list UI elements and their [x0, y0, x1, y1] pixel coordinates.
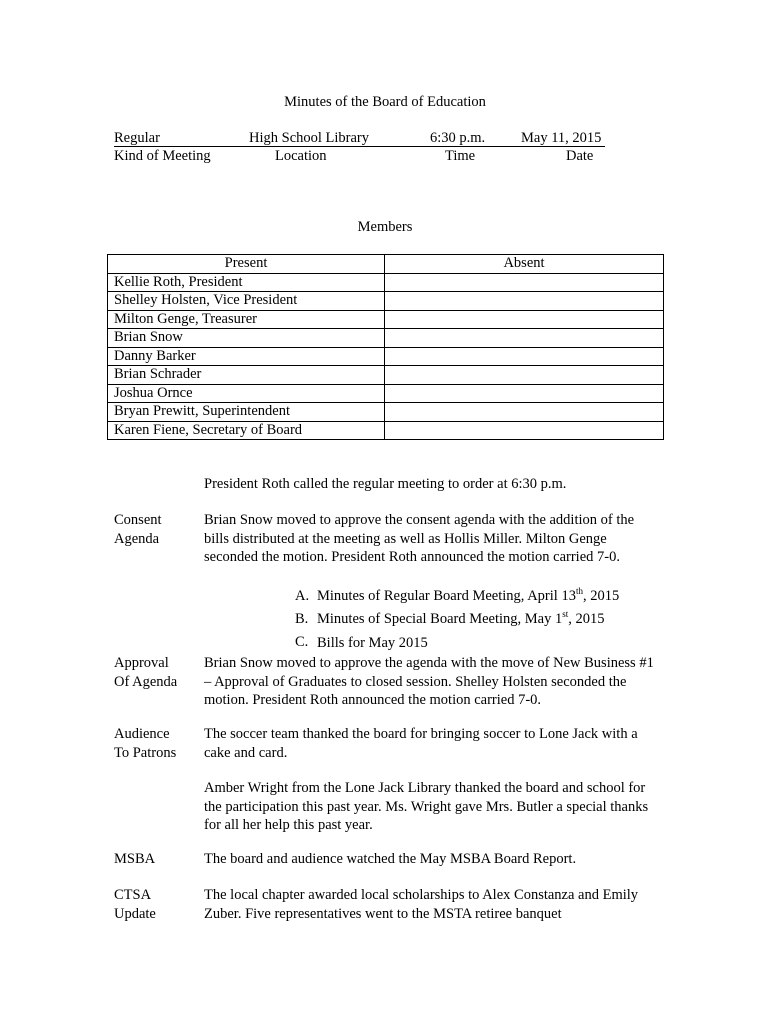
present-member: Brian Schrader [108, 366, 385, 385]
table-row [108, 310, 664, 329]
meeting-kind-label: Kind of Meeting [114, 148, 211, 164]
msba-label-line-1: MSBA [114, 851, 156, 867]
document-title: Minutes of the Board of Education [284, 94, 486, 110]
list-item-text-after: , 2015 [582, 587, 620, 604]
list-item-letter: B. [295, 611, 309, 628]
ctsa-label [114, 886, 156, 923]
audience-label-line-1: Audience [114, 726, 170, 742]
absent-member [385, 403, 664, 422]
meeting-underline [114, 146, 605, 147]
present-header: Present [108, 255, 385, 274]
call-to-order-text: President Roth called the regular meeting to order at 6:30 p.m. [204, 476, 567, 492]
table-row [108, 366, 664, 385]
audience-label [114, 725, 176, 762]
present-member: Shelley Holsten, Vice President [108, 292, 385, 311]
approval-label-line-1: Approval [114, 655, 169, 671]
ctsa-label-line-1: CTSA [114, 887, 152, 903]
msba-label [114, 850, 155, 869]
meeting-time-value: 6:30 p.m. [430, 130, 486, 146]
present-member: Bryan Prewitt, Superintendent [108, 403, 385, 422]
list-item-sup: th [575, 586, 583, 596]
list-item-text: Bills for May 2015 [317, 634, 428, 651]
consent-items-list [295, 582, 619, 652]
audience-text-1: The soccer team thanked the board for bringing soccer to Lone Jack with a cake and card. [204, 726, 638, 761]
list-item-text: Minutes of Special Board Meeting, May 1 [317, 611, 563, 628]
members-heading: Members [357, 219, 413, 235]
present-member: Milton Genge, Treasurer [108, 310, 385, 329]
table-row [108, 347, 664, 366]
table-row [108, 403, 664, 422]
present-member: Danny Barker [108, 347, 385, 366]
approval-label-line-2: Of Agenda [114, 673, 178, 690]
ctsa-label-line-2: Update [114, 905, 156, 922]
absent-member [385, 273, 664, 292]
absent-member [385, 329, 664, 348]
list-item-text-after: , 2015 [568, 611, 605, 628]
absent-member [385, 384, 664, 403]
audience-label-line-2: To Patrons [114, 744, 177, 761]
approval-label [114, 654, 177, 691]
present-member: Karen Fiene, Secretary of Board [108, 421, 385, 440]
consent-text: Brian Snow moved to approve the consent agenda with the addition of the bills distributed at the meeting as well as Hollis Miller. Milton Genge seconded the motion. President Roth announced the motion carried 7-0. [204, 512, 635, 565]
ctsa-text: The local chapter awarded local scholarships to Alex Constanza and Emily Zuber. Five representatives went to the MSTA retiree banquet [204, 887, 639, 922]
table-row [108, 292, 664, 311]
list-item-letter: A. [295, 587, 310, 604]
meeting-date-label: Date [566, 148, 594, 164]
table-row [108, 421, 664, 440]
list-item [295, 582, 619, 605]
table-header-row [108, 255, 664, 274]
meeting-kind-value: Regular [114, 130, 160, 146]
table-row [108, 273, 664, 292]
meeting-location-value: High School Library [249, 130, 370, 146]
present-member: Joshua Ornce [108, 384, 385, 403]
list-item-text: Minutes of Regular Board Meeting, April 13 [317, 587, 576, 604]
list-item-sup: st [562, 609, 569, 620]
present-member: Brian Snow [108, 329, 385, 348]
absent-member [385, 292, 664, 311]
list-item [295, 629, 619, 652]
approval-text: Brian Snow moved to approve the agenda with the move of New Business #1 – Approval of Graduates to closed session. Shelley Holsten seconded the motion. President Roth announced the motion carried 7-0. [204, 655, 654, 708]
audience-text-2: Amber Wright from the Lone Jack Library thanked the board and school for the participation this past year. Ms. Wright gave Mrs. Butler a special thanks for all her help this past year. [204, 780, 649, 833]
list-item [295, 605, 619, 628]
meeting-location-label: Location [275, 148, 327, 164]
table-row [108, 384, 664, 403]
absent-header: Absent [385, 255, 664, 274]
absent-member [385, 366, 664, 385]
consent-label-line-2: Agenda [114, 530, 160, 547]
meeting-time-label: Time [445, 148, 476, 164]
consent-label-line-1: Consent [114, 512, 162, 528]
table-row [108, 329, 664, 348]
list-item-letter: C. [295, 634, 309, 651]
absent-member [385, 310, 664, 329]
present-member: Kellie Roth, President [108, 273, 385, 292]
absent-member [385, 347, 664, 366]
members-table [107, 254, 664, 440]
absent-member [385, 421, 664, 440]
meeting-date-value: May 11, 2015 [521, 130, 602, 146]
consent-label [114, 511, 162, 548]
msba-text: The board and audience watched the May MSBA Board Report. [204, 851, 577, 867]
